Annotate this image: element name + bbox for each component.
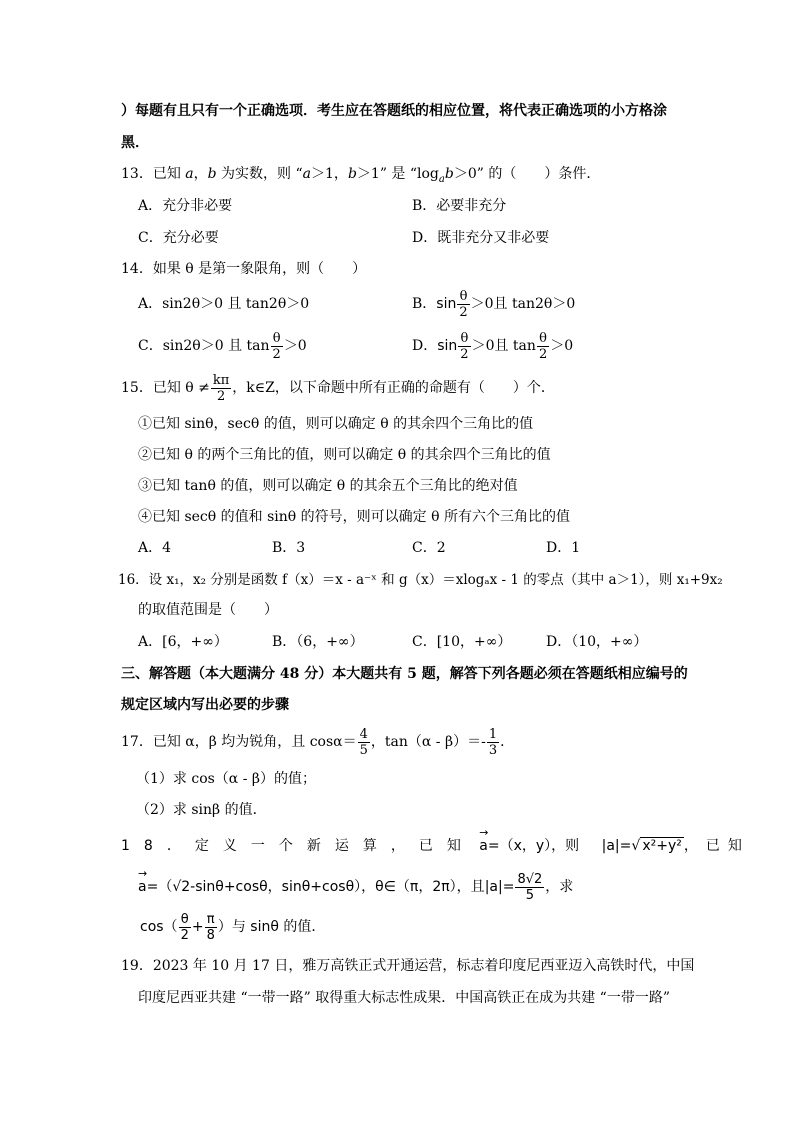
question-19-line-1: 19．2023 年 10 月 17 日，雅万高铁正式开通运营，标志着印度尼西亚迈入高铁时代，中国: [121, 958, 695, 974]
q15-option-a: A．4: [138, 540, 172, 556]
question-18-line-1: 18．定义一个新运算，已知 → a=（x，y），则 |a|=√ x²+y² ，已知: [121, 836, 750, 856]
question-15-stem: 15．已知 θ ≠ $\frac{k\pi}{2}$ ，k∈Z，以下命题中所有正确的命题有（ ）个．: [121, 372, 555, 404]
fraction: $\frac{1}{3}$: [488, 726, 498, 758]
q16-option-c: C．[10，+∞）: [412, 634, 512, 650]
q14-option-b: B．sin $\frac{\theta}{2}$ ＞0且 tan2θ＞0: [412, 288, 576, 320]
question-17-stem: 17．已知 α，β 均为锐角，且 cosα＝ $\frac{4}{5}$ ，tan（α - β）＝- $\frac{1}{3}$ ．: [121, 726, 515, 758]
q13-option-a: A．充分非必要: [138, 198, 233, 214]
section-3-heading-line-1: 三、解答题（本大题满分 48 分）本大题共有 5 题，解答下列各题必须在答题纸相应编号的: [121, 666, 688, 682]
q17-sub-1: （1）求 cos（α - β）的值；: [136, 771, 316, 787]
q16-option-b: B．（6，+∞）: [272, 634, 364, 650]
q15-option-c: C．2: [412, 540, 446, 556]
q16-option-a: A．[6，+∞）: [138, 634, 228, 650]
fraction: $\frac{\theta}{2}$: [460, 330, 469, 362]
question-13-stem: 13．已知 a，b 为实数，则 “a＞1，b＞1” 是 “$\log_ab>0$” 的（ ）条件．: [121, 166, 601, 185]
question-14-stem: 14．如果 θ 是第一象限角，则（ ）: [121, 261, 367, 277]
q14-option-d: D．sin $\frac{\theta}{2}$ ＞0且 tan $\frac{\theta}{2}$ ＞0: [412, 330, 574, 362]
q15-item-2: ②已知 θ 的两个三角比的值，则可以确定 θ 的其余四个三角比的值: [138, 447, 551, 463]
q16-option-d: D．（10，+∞）: [546, 634, 648, 650]
question-16-stem-line-2: 的取值范围是（ ）: [138, 602, 278, 618]
q15-item-4: ④已知 secθ 的值和 sinθ 的符号，则可以确定 θ 所有六个三角比的值: [138, 509, 570, 525]
instruction-line-1: ）每题有且只有一个正确选项．考生应在答题纸的相应位置，将代表正确选项的小方格涂: [121, 103, 667, 119]
q17-sub-2: （2）求 sinβ 的值．: [136, 802, 267, 818]
q14-option-c: C．sin2θ＞0 且 tan $\frac{\theta}{2}$ ＞0: [138, 330, 307, 362]
q15-item-1: ①已知 sinθ，secθ 的值，则可以确定 θ 的其余四个三角比的值: [138, 416, 534, 432]
fraction: $\frac{\theta}{2}$: [272, 330, 281, 362]
q13-option-d: D．既非充分又非必要: [412, 230, 550, 246]
fraction: $\frac{\pi}{8}$: [206, 911, 215, 943]
question-16-stem-line-1: 16．设 x₁，x₂ 分别是函数 f（x）＝x - a⁻ˣ 和 g（x）＝xlogₐx - 1 的零点（其中 a＞1），则 x₁+9x₂: [118, 572, 723, 588]
q13-option-c: C．充分必要: [138, 230, 219, 246]
question-18-line-3: cos（ $\frac{\theta}{2}$ + $\frac{\pi}{8}$ ）与 sinθ 的值．: [140, 911, 326, 943]
section-3-heading-line-2: 规定区域内写出必要的步骤: [121, 697, 289, 713]
q15-option-b: B．3: [272, 540, 306, 556]
q14-option-a: A．sin2θ＞0 且 tan2θ＞0: [138, 296, 310, 312]
instruction-line-2: 黑．: [121, 135, 149, 151]
fraction: $\frac{\theta}{2}$: [538, 330, 548, 362]
fraction: $\frac{k\pi}{2}$: [212, 372, 230, 404]
fraction: $\frac{\theta}{2}$: [180, 911, 189, 943]
q13-option-b: B．必要非充分: [412, 198, 507, 214]
q15-option-d: D．1: [546, 540, 581, 556]
question-19-line-2: 印度尼西亚共建 “一带一路” 取得重大标志性成果．中国高铁正在成为共建 “一带一路”: [138, 990, 670, 1006]
q15-item-3: ③已知 tanθ 的值，则可以确定 θ 的其余五个三角比的绝对值: [138, 478, 518, 494]
fraction: $\frac{\theta}{2}$: [459, 288, 468, 320]
fraction: $\frac{8√2}{5}$: [517, 871, 543, 903]
question-18-line-2: → a=（√2-sinθ+cosθ，sinθ+cosθ），θ∈（π，2π），且|a|= $\frac{8√2}{5}$ ，求: [138, 868, 573, 906]
fraction: $\frac{4}{5}$: [359, 726, 368, 758]
